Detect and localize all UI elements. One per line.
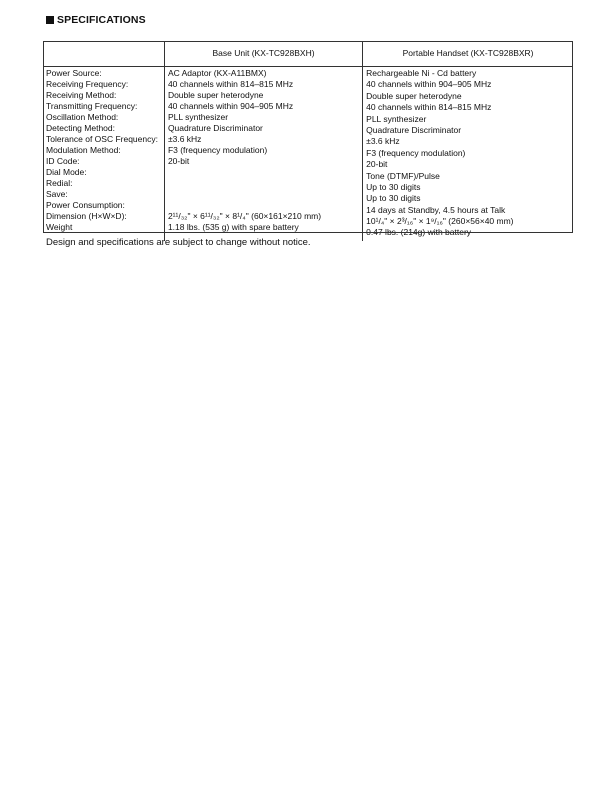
base-value: PLL synthesizer [167,112,229,122]
base-value [168,167,359,178]
header-portable-handset: Portable Handset (KX-TC928BXR) [363,41,573,67]
spec-label: Dimension (H×W×D): [46,211,127,221]
table-header-row [43,41,573,67]
base-value: Double super heterodyne [167,90,264,100]
section-heading [46,14,146,26]
handset-value: 10¹/₄" × 2³/₁₆" × 1⁹/₁₆" (260×56×40 mm) [366,216,514,227]
table-body-row [43,67,573,241]
spec-label: Modulation Method: [46,145,121,155]
spec-label: Transmitting Frequency: [46,101,138,111]
base-value [168,178,359,189]
spec-label: Save: [46,189,68,199]
base-value: Quadrature Discriminator [167,123,263,133]
spec-label: Weight [46,222,73,232]
handset-value: Quadrature Discriminator [366,124,462,135]
handset-value: Rechargeable Ni - Cd battery [366,68,477,78]
handset-value: 0.47 lbs. (214g) with battery [366,227,472,238]
spec-label: Oscillation Method: [46,112,119,122]
spec-label-column [43,67,164,241]
base-value: 1.18 lbs. (535 g) with spare battery [167,222,299,232]
base-value: F3 (frequency modulation) [167,145,268,155]
handset-value: PLL synthesizer [366,113,427,124]
handset-value: Double super heterodyne [366,90,462,101]
spec-label: Power Source: [46,68,102,78]
handset-value: 20-bit [366,159,388,170]
base-value: 40 channels within 814–815 MHz [167,79,294,89]
spec-label: Power Consumption: [46,200,125,210]
base-value [168,189,359,200]
spec-label: Redial: [46,178,73,188]
handset-value: 40 channels within 904–905 MHz [366,79,492,90]
base-value [168,200,359,211]
spec-label: ID Code: [46,156,80,166]
spec-label: Tolerance of OSC Frequency: [46,134,158,144]
base-value: 2¹¹/₃₂" × 6¹¹/₃₂" × 8¹/₄" (60×161×210 mm) [167,211,322,221]
handset-value: Up to 30 digits [366,181,421,192]
spec-label: Dial Mode: [46,167,87,177]
handset-value: ±3.6 kHz [366,136,400,147]
section-title: SPECIFICATIONS [57,14,146,26]
header-label-cell [43,41,164,67]
spec-label: Receiving Method: [46,90,117,100]
base-value: 40 channels within 904–905 MHz [167,101,294,111]
spec-label: Receiving Frequency: [46,79,129,89]
base-unit-column [164,67,362,241]
handset-value: 14 days at Standby, 4.5 hours at Talk [366,204,506,215]
base-value: AC Adaptor (KX-A11BMX) [167,68,267,78]
handset-value: Up to 30 digits [366,193,421,204]
header-base-unit: Base Unit (KX-TC928BXH) [164,41,362,67]
base-value: 20-bit [167,156,190,166]
disclaimer-note: Design and specifications are subject to change without notice. [46,237,311,248]
specifications-table [43,41,573,241]
handset-value: Tone (DTMF)/Pulse [366,170,440,181]
handset-value: F3 (frequency modulation) [366,147,466,158]
portable-handset-column [363,67,573,241]
handset-value: 40 channels within 814–815 MHz [366,102,492,113]
square-bullet-icon [46,16,54,24]
spec-label: Detecting Method: [46,123,115,133]
base-value: ±3.6 kHz [167,134,202,144]
